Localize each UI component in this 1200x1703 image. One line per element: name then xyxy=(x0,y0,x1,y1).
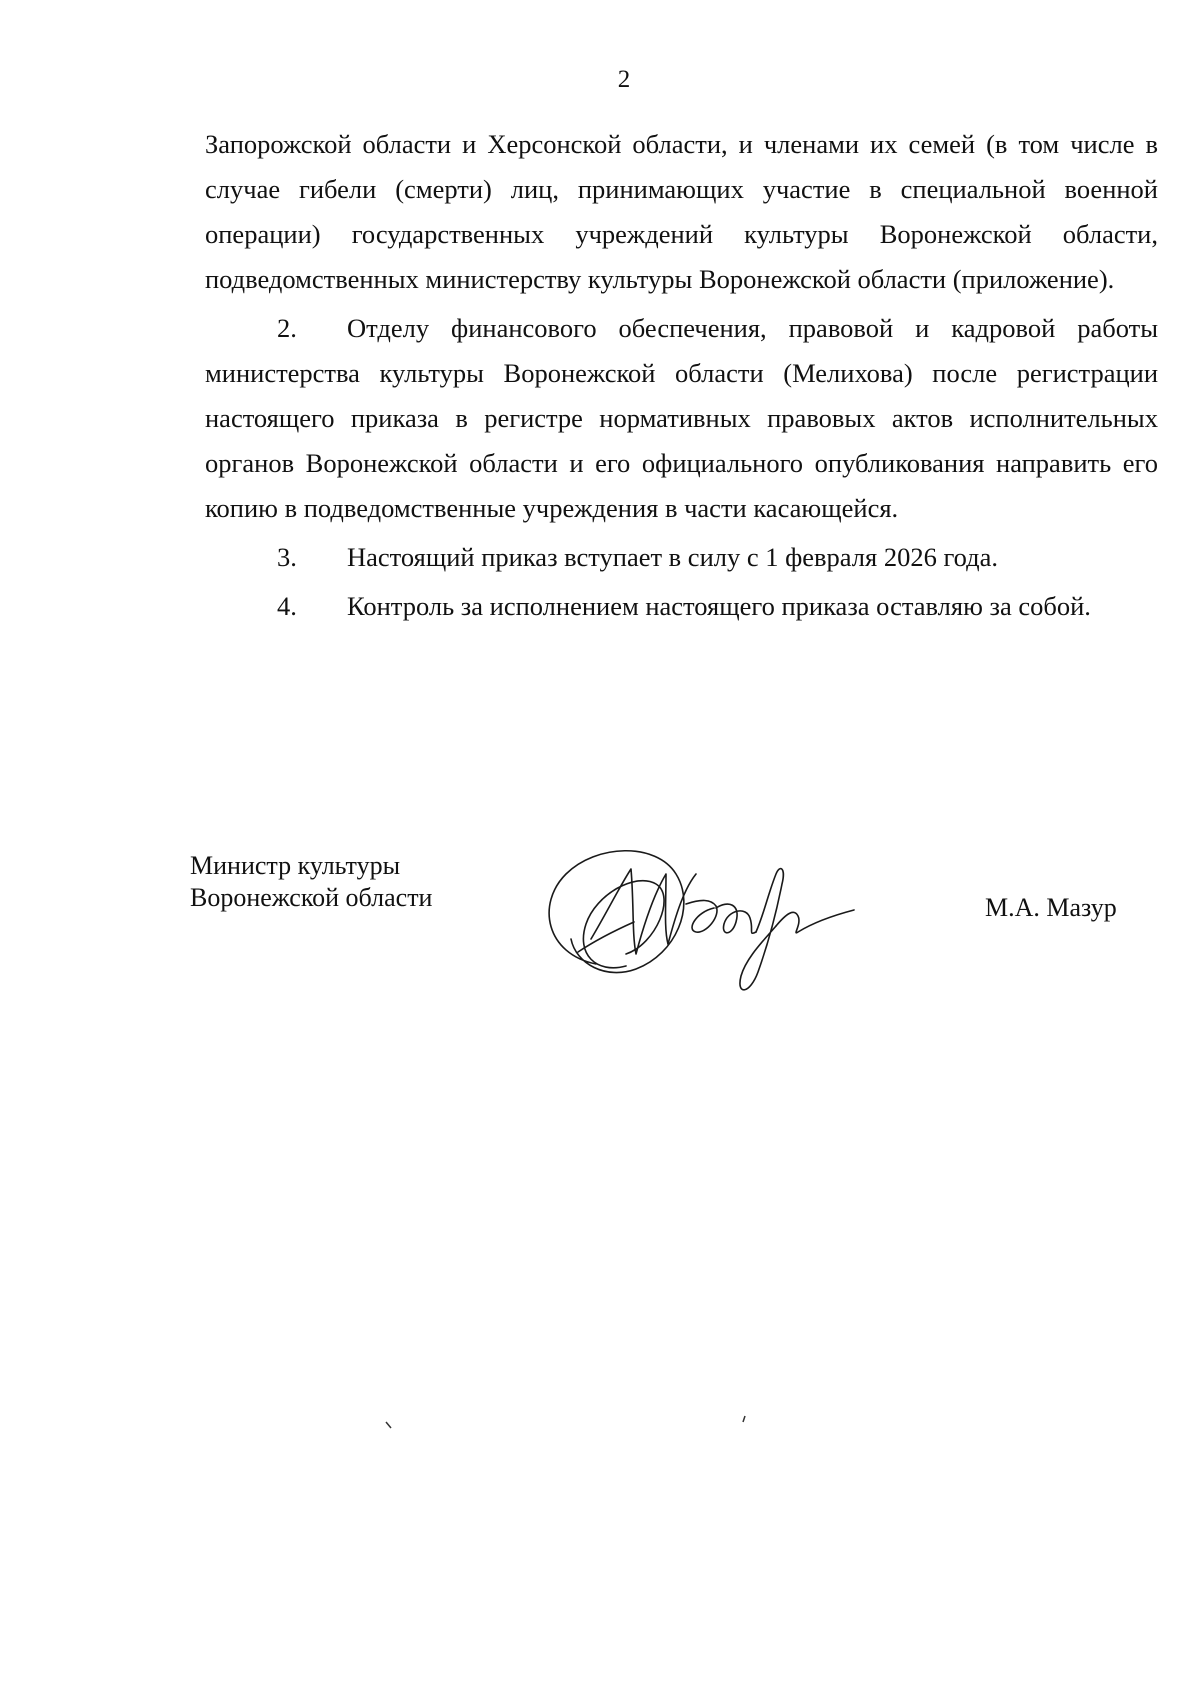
paragraph-text: Контроль за исполнением настоящего приказа оставляю за собой. xyxy=(347,591,1091,621)
signer-title-line-1: Министр культуры xyxy=(190,851,401,880)
paragraph-number: 2. xyxy=(277,313,297,343)
scan-speck xyxy=(386,1422,391,1428)
signer-title-line-2: Воронежской области xyxy=(190,883,433,912)
paragraph-number: 3. xyxy=(277,542,297,572)
page-number: 2 xyxy=(617,66,631,93)
paragraph-text: Настоящий приказ вступает в силу с 1 февраля 2026 года. xyxy=(347,542,999,572)
scan-speck xyxy=(743,1416,745,1422)
signer-name: М.А. Мазур xyxy=(985,893,1117,922)
paragraph-number: 4. xyxy=(277,591,297,621)
paragraph-text: Отделу финансового обеспечения, правовой и кадровой работы министерства культуры Воронежской области (Мелихова) после регистрации настоящего приказа в регистре нормативных правовых актов исполнительных органов Воронежской области и его официального опубликования направить его копию в подведомственные учреждения в части касающейся. xyxy=(205,313,1158,523)
paragraph-continuation: Запорожской области и Херсонской области, и членами их семей (в том числе в случае гибели (смерти) лиц, принимающих участие в специальной военной операции) государственных учреждений культуры Воронежской области, подведомственных министерству культуры Воронежской области (приложение). xyxy=(205,129,1158,294)
